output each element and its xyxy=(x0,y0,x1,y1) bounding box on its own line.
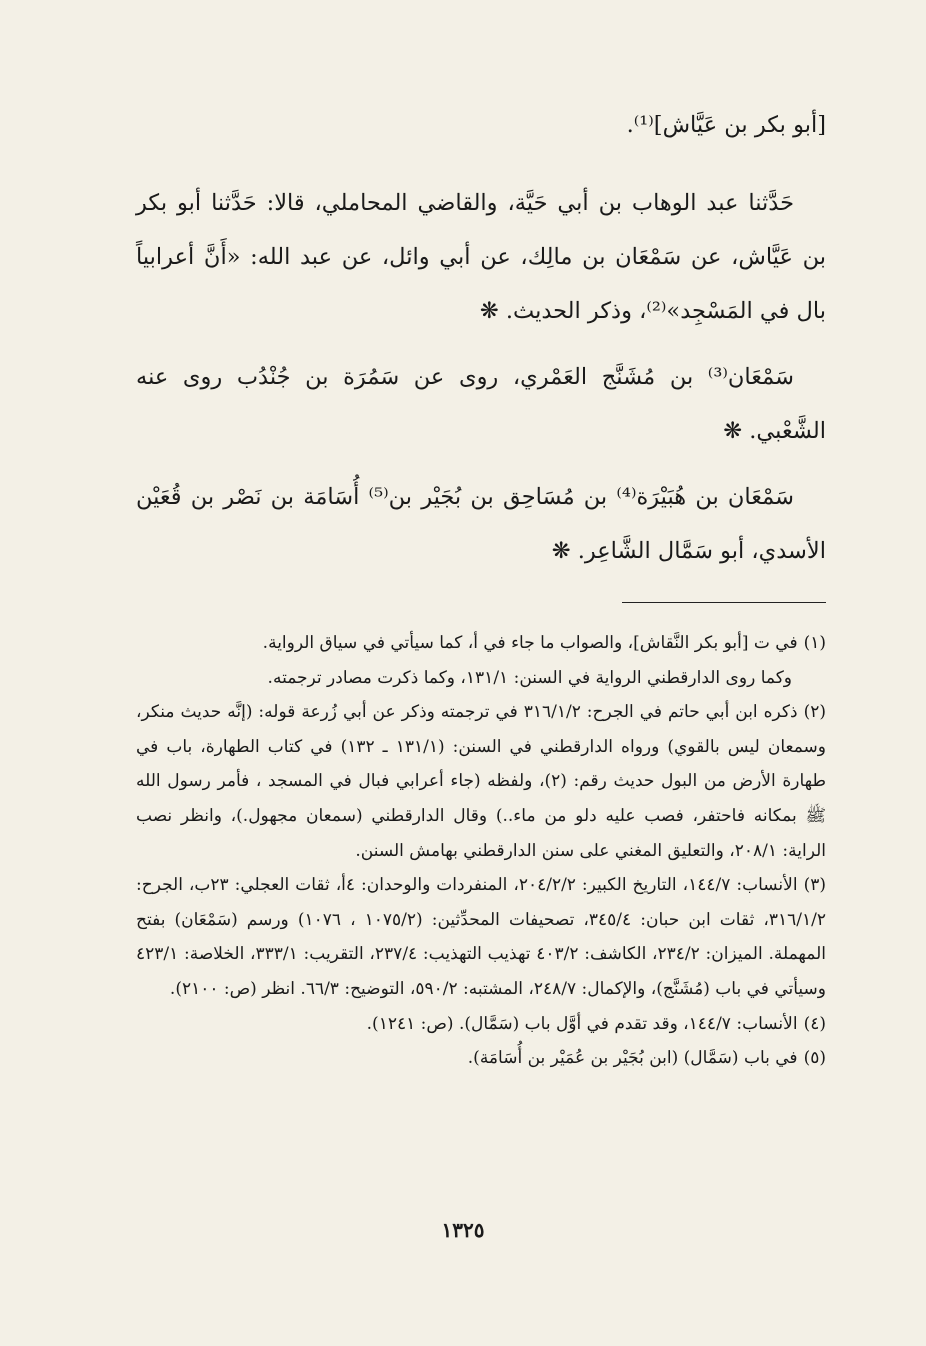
footnote-number: (٥) xyxy=(803,1048,826,1069)
footnote-4 xyxy=(136,1007,826,1042)
footnote-text: ذكره ابن أبي حاتم في الجرح: ٣١٦/١/٢ في ترجمته وذكر عن أبي زُرعة قوله: (إنَّه حديث منكر، وسمعان ليس بالقوي) ورواه الدارقطني في السنن: (١٣١/١ ـ ١٣٢) في كتاب الطهارة، باب في طهارة الأرض من البول حديث رقم: (٢)، ولفظه (جاء أعرابي فبال في المسجد ، فأمر رسول الله ﷺ بمكانه فاحتفر، فصب عليه دلو من ماء..) وقال الدارقطني (سمعان مجهول.)، وانظر نصب الراية: ٢٠٨/١، والتعليق المغني على سنن الدارقطني بهامش السنن. xyxy=(136,702,826,861)
paragraph-hadith: حَدَّثنا عبد الوهاب بن أبي حَيَّة، والقاضي المحاملي، قالا: حَدَّثنا أبو بكر بن عَيَّاش، عن سَمْعَان بن مالِك، عن أبي وائل، عن عبد الله: «أَنَّ أعرابياً بال في المَسْجِد»⁽²⁾، وذكر الحديث. ❋ xyxy=(136,190,826,324)
footnote-5 xyxy=(136,1041,826,1076)
paragraph-samaan-hubayra: سَمْعَان بن هُبَيْرَة⁽⁴⁾ بن مُسَاحِق بن بُجَيْر بن⁽⁵⁾ أُسَامَة بن نَصْر بن قُعَيْن الأسدي، أبو سَمَّال الشَّاعِر. ❋ xyxy=(136,484,826,564)
page-number: ١٣٢٥ xyxy=(441,1218,485,1242)
footnote-divider xyxy=(622,602,826,603)
footnote-text: الأنساب: ١٤٤/٧، التاريخ الكبير: ٢٠٤/٢/٢، المنفردات والوحدان: ٤أ، ثقات العجلي: ٢٣ب، الجرح: ٣١٦/١/٢، ثقات ابن حبان: ٣٤٥/٤، تصحيفات المحدِّثين: (١٠٧٥/٢ ، ١٠٧٦) ورسم (سَمْعَان) بفتح المهملة. الميزان: ٢٣٤/٢، الكاشف: ٤٠٣/٢ تهذيب التهذيب: ٢٣٧/٤، التقريب: ٣٣٣/١، الخلاصة: ٤٢٣/١ وسيأتي في باب (مُشَنَّج)، والإكمال: ٢٤٨/٧، المشتبه: ٥٩٠/٢، التوضيح: ٦٦/٣. انظر (ص: ٢١٠٠). xyxy=(136,875,826,999)
footnote-2 xyxy=(136,695,826,868)
footnote-text: الأنساب: ١٤٤/٧، وقد تقدم في أوَّل باب (سَمَّال). (ص: ١٢٤١). xyxy=(366,1013,798,1034)
footnotes xyxy=(136,626,826,1076)
footnote-number: (٣) xyxy=(803,875,826,896)
footnote-text: في ت [أبو بكر النَّقاش]، والصواب ما جاء في أ، كما سيأتي في سياق الرواية. xyxy=(262,633,798,653)
footnote-number: (٢) xyxy=(803,702,826,723)
footnote-text: في باب (سَمَّال) (ابن بُجَيْر بن عُمَيْر بن أُسَامَة). xyxy=(467,1048,798,1069)
footnote-number: (٤) xyxy=(803,1013,826,1034)
footnote-1-continuation: وكما روى الدارقطني الرواية في السنن: ١٣١/١، وكما ذكرت مصادر ترجمته. xyxy=(267,667,792,688)
paragraph-samaan-mushannaj: سَمْعَان⁽³⁾ بن مُشَنَّج العَمْري، روى عن سَمُرَة بن جُنْدُب روى عنه الشَّعْبي. ❋ xyxy=(136,364,826,444)
entry-heading: [أبو بكر بن عَيَّاش]⁽¹⁾. xyxy=(626,112,826,138)
footnote-1 xyxy=(136,626,826,661)
footnote-number: (١) xyxy=(803,633,826,653)
footnote-3 xyxy=(136,868,826,1006)
main-text xyxy=(136,98,826,578)
